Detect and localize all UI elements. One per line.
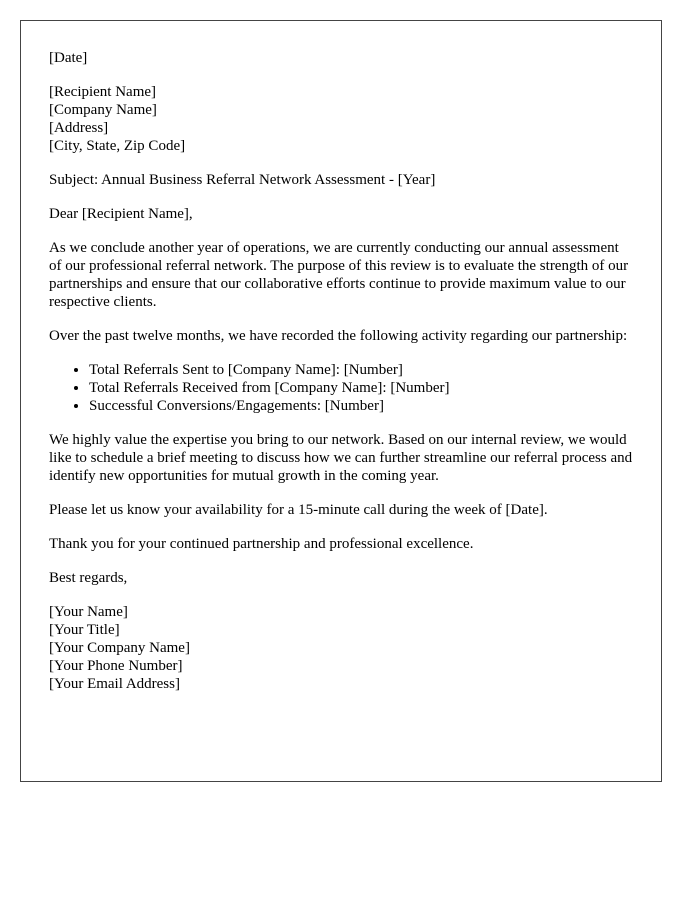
- recipient-company: [Company Name]: [49, 102, 157, 118]
- sender-email: [Your Email Address]: [49, 676, 180, 692]
- signature-block: [49, 603, 633, 693]
- salutation: Dear [Recipient Name],: [49, 206, 193, 222]
- recipient-name: [Recipient Name]: [49, 84, 157, 100]
- list-item: • Successful Conversions/Engagements: [Number]: [89, 397, 633, 415]
- list-item: • Total Referrals Received from [Company Name]: [Number]: [89, 379, 633, 397]
- body-paragraph: As we conclude another year of operations, we are currently conducting our annual assessment of our professional referral network. The purpose of this review is to evaluate the strength of our partnerships and ensure that our collaborative efforts continue to provide maximum value to our respective clients.: [49, 240, 629, 310]
- sender-title: [Your Title]: [49, 622, 120, 638]
- body-paragraph: Thank you for your continued partnership and professional excellence.: [49, 536, 474, 552]
- list-item: • Total Referrals Sent to [Company Name]: [Number]: [89, 361, 633, 379]
- recipient-address: [49, 83, 633, 155]
- date: [Date]: [49, 50, 88, 66]
- closing: Best regards,: [49, 570, 128, 586]
- body-paragraph: Please let us know your availability for a 15-minute call during the week of [Date].: [49, 502, 548, 518]
- subject-line: Subject: Annual Business Referral Network Assessment - [Year]: [49, 172, 436, 188]
- recipient-city: [City, State, Zip Code]: [49, 138, 186, 154]
- body-paragraph: We highly value the expertise you bring to our network. Based on our internal review, we would like to schedule a brief meeting to discuss how we can further streamline our referral process and identify new opportunities for mutual growth in the coming year.: [49, 432, 633, 484]
- activity-list: [49, 361, 633, 415]
- sender-name: [Your Name]: [49, 604, 128, 620]
- sender-company: [Your Company Name]: [49, 640, 190, 656]
- body-paragraph: Over the past twelve months, we have recorded the following activity regarding our partnership:: [49, 328, 628, 344]
- letter: [20, 20, 662, 782]
- recipient-street: [Address]: [49, 120, 109, 136]
- sender-phone: [Your Phone Number]: [49, 658, 183, 674]
